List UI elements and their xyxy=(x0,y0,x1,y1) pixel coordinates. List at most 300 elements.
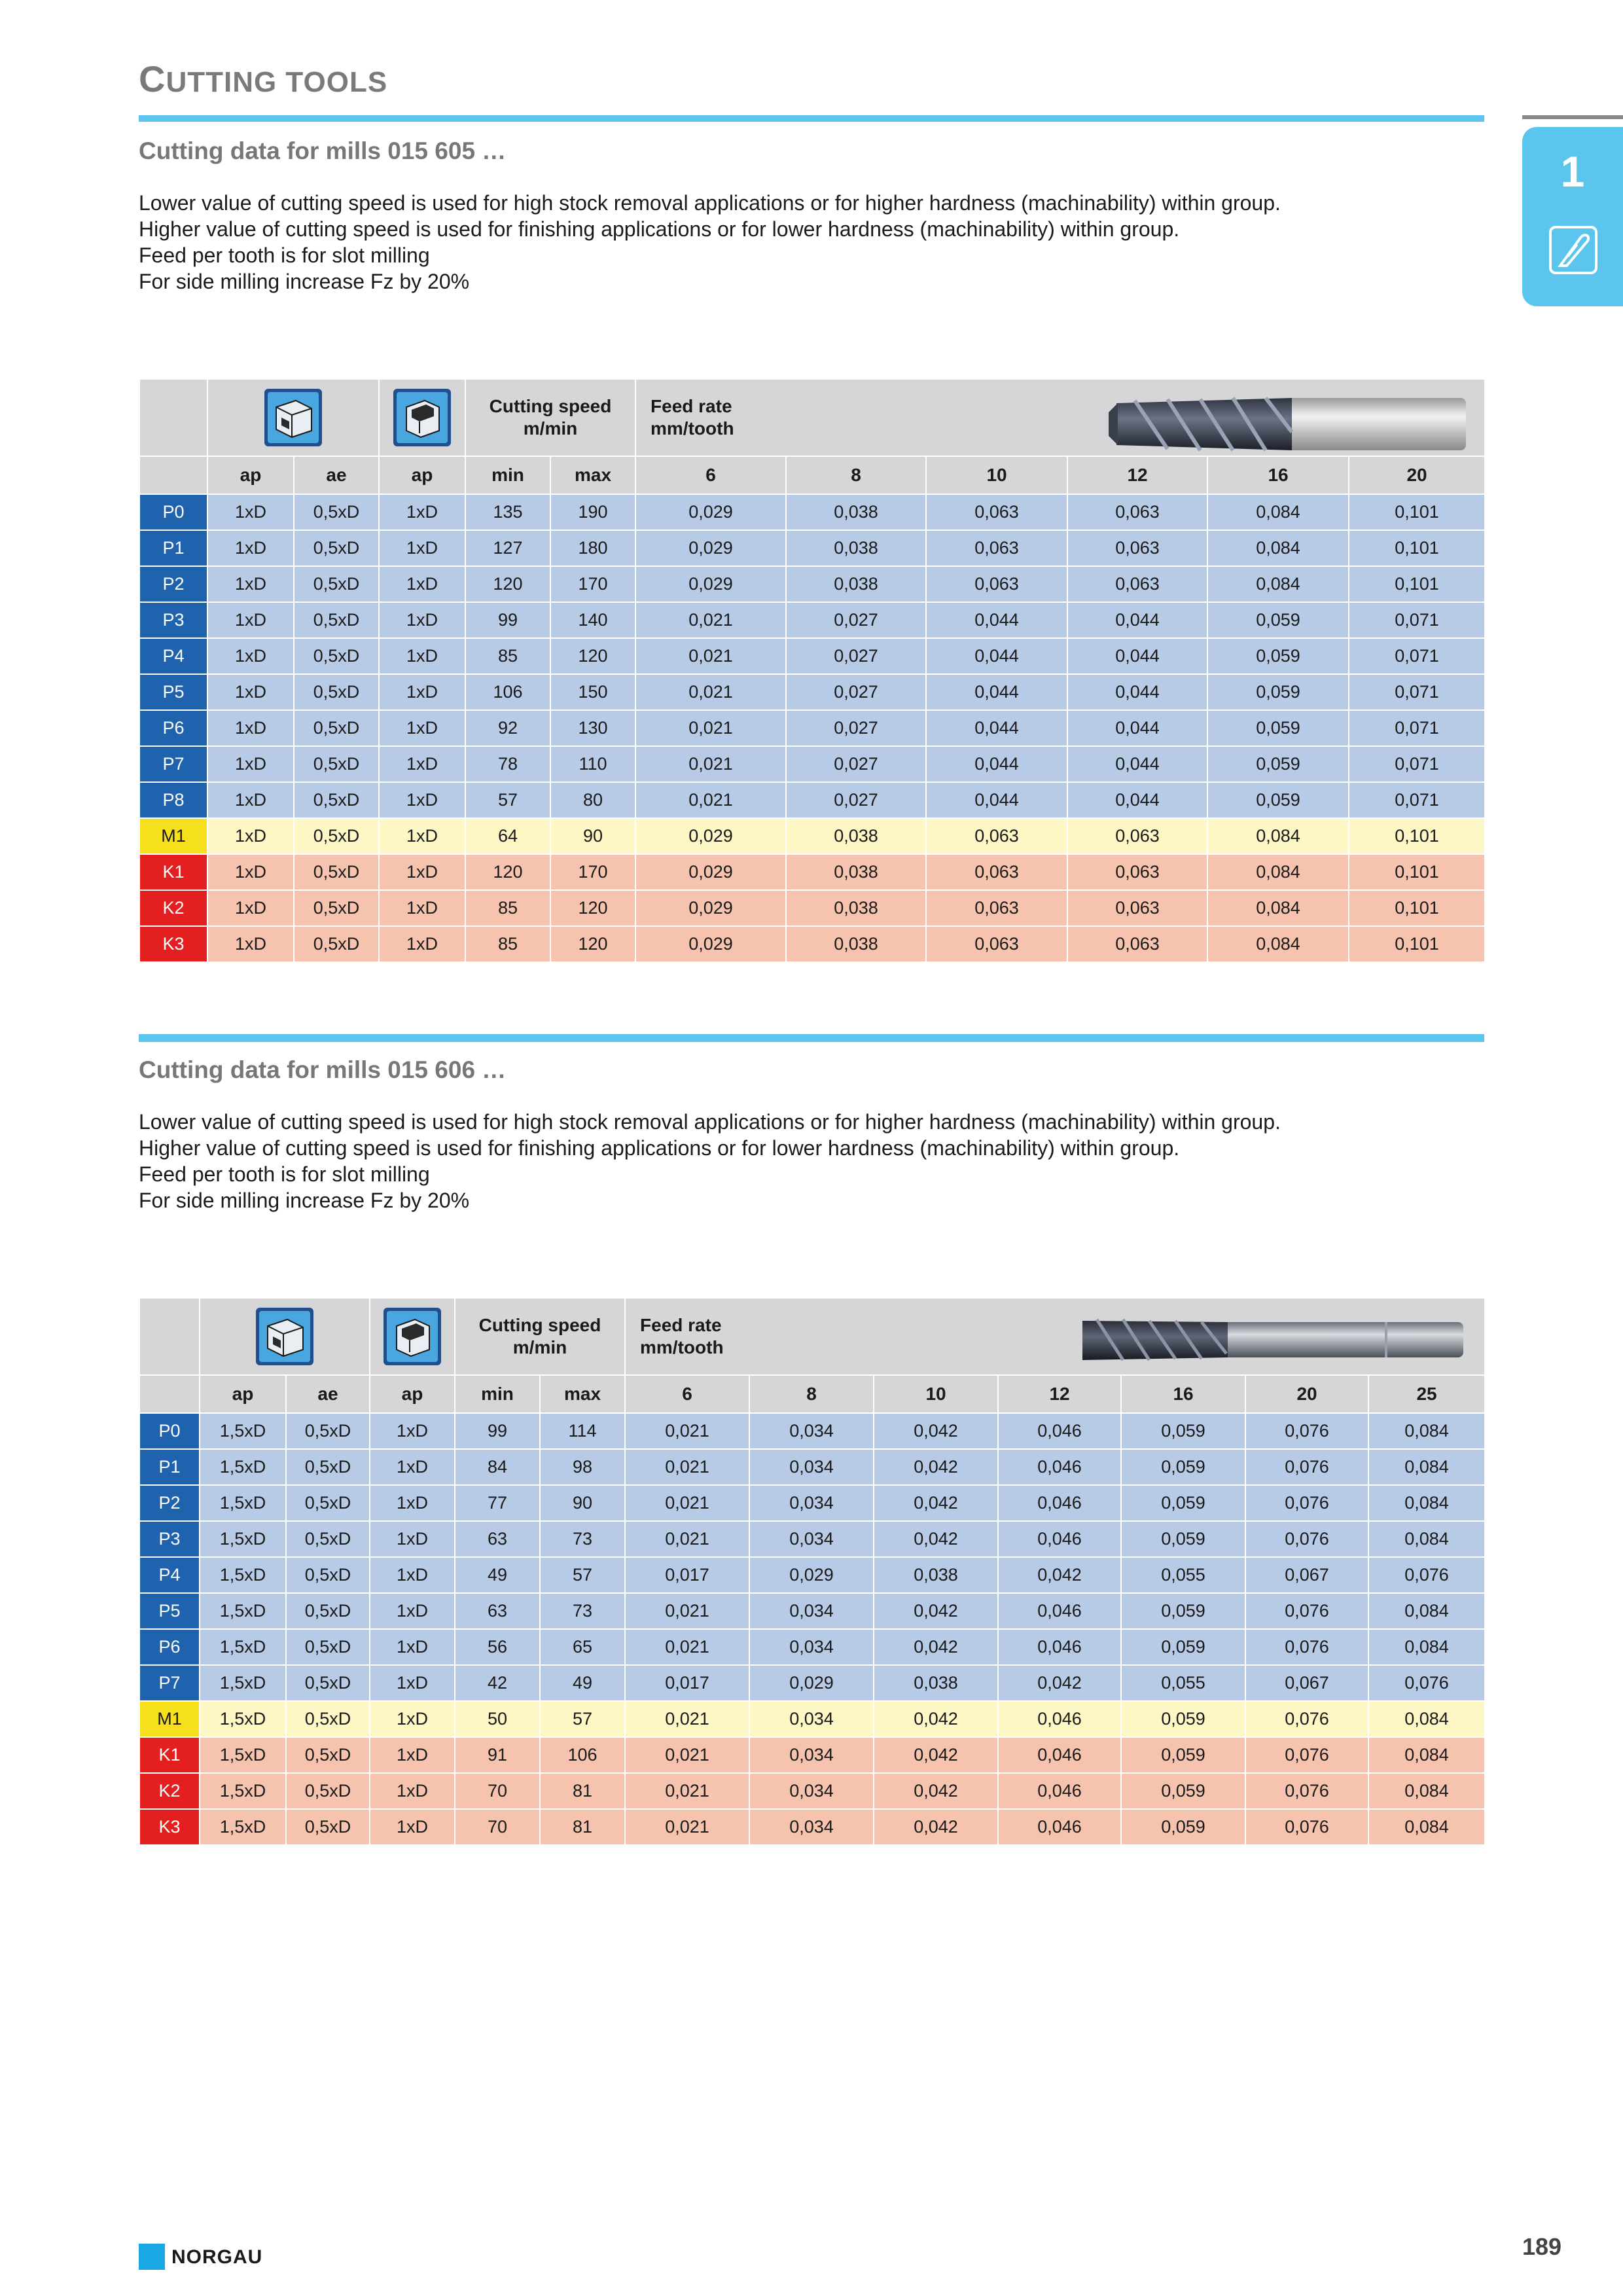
header-slot-icon-cell xyxy=(200,1298,370,1375)
table-cell: 0,5xD xyxy=(294,566,379,602)
material-group-badge: P0 xyxy=(139,494,207,530)
table-row xyxy=(139,1413,1485,1449)
table-cell: 0,071 xyxy=(1349,746,1485,782)
cutting-data-table xyxy=(139,1297,1486,1846)
column-header: 12 xyxy=(998,1375,1121,1413)
table-cell: 0,063 xyxy=(926,926,1067,962)
material-group-badge: P8 xyxy=(139,782,207,818)
section-separator xyxy=(139,1034,1484,1042)
feed-rate-header xyxy=(625,1298,1485,1375)
table-cell: 120 xyxy=(550,890,635,926)
table-cell: 0,044 xyxy=(1067,746,1207,782)
slot-milling-icon xyxy=(263,387,323,448)
table-row xyxy=(139,746,1485,782)
table-cell: 70 xyxy=(455,1809,540,1845)
table-cell: 0,042 xyxy=(874,1449,998,1485)
section-title: Cutting data for mills 015 605 … xyxy=(139,137,507,164)
table-cell: 180 xyxy=(550,530,635,566)
table-cell: 0,021 xyxy=(625,1737,749,1773)
material-group-badge: K2 xyxy=(139,890,207,926)
table-cell: 0,044 xyxy=(926,782,1067,818)
table-row xyxy=(139,1521,1485,1557)
table-cell: 91 xyxy=(455,1737,540,1773)
description-line: Higher value of cutting speed is used for finishing applications or for lower hardness (machinability) within group. xyxy=(139,217,1180,241)
table-cell: 0,5xD xyxy=(294,638,379,674)
table-cell: 0,044 xyxy=(1067,674,1207,710)
table-cell: 0,034 xyxy=(749,1593,874,1629)
material-group-badge: P0 xyxy=(139,1413,200,1449)
table-cell: 0,042 xyxy=(874,1773,998,1809)
table-cell: 0,063 xyxy=(1067,818,1207,854)
table-cell: 0,059 xyxy=(1121,1773,1245,1809)
table-cell: 80 xyxy=(550,782,635,818)
material-group-badge: K1 xyxy=(139,854,207,890)
table-cell: 170 xyxy=(550,566,635,602)
table-cell: 0,059 xyxy=(1121,1413,1245,1449)
table-cell: 0,5xD xyxy=(286,1449,370,1485)
table-cell: 0,046 xyxy=(998,1629,1121,1665)
description-line: Feed per tooth is for slot milling xyxy=(139,1162,430,1186)
table-cell: 0,076 xyxy=(1245,1413,1368,1449)
table-cell: 0,038 xyxy=(874,1665,998,1701)
table-cell: 127 xyxy=(465,530,550,566)
table-cell: 1xD xyxy=(207,638,294,674)
table-cell: 73 xyxy=(540,1521,625,1557)
table-cell: 130 xyxy=(550,710,635,746)
table-cell: 0,059 xyxy=(1207,638,1349,674)
table-cell: 0,084 xyxy=(1368,1521,1485,1557)
material-group-badge: P2 xyxy=(139,566,207,602)
column-header: 6 xyxy=(625,1375,749,1413)
table-cell: 0,038 xyxy=(786,494,926,530)
material-group-badge: M1 xyxy=(139,818,207,854)
table-cell: 0,084 xyxy=(1368,1809,1485,1845)
table-cell: 57 xyxy=(465,782,550,818)
table-cell: 0,5xD xyxy=(286,1665,370,1701)
column-header: 12 xyxy=(1067,456,1207,494)
table-cell: 0,5xD xyxy=(286,1413,370,1449)
description-line: Feed per tooth is for slot milling xyxy=(139,243,430,267)
table-cell: 120 xyxy=(465,566,550,602)
cutting-speed-label: Cutting speed xyxy=(489,396,612,416)
table-cell: 0,059 xyxy=(1121,1737,1245,1773)
table-cell: 1xD xyxy=(207,710,294,746)
table-cell: 0,076 xyxy=(1245,1593,1368,1629)
table-cell: 49 xyxy=(455,1557,540,1593)
table-cell: 0,059 xyxy=(1207,782,1349,818)
table-cell: 1xD xyxy=(370,1521,455,1557)
table-cell: 0,029 xyxy=(635,530,786,566)
description-line: Higher value of cutting speed is used for finishing applications or for lower hardness (machinability) within group. xyxy=(139,1136,1180,1160)
table-cell: 0,076 xyxy=(1245,1485,1368,1521)
table-cell: 1xD xyxy=(207,782,294,818)
table-cell: 1xD xyxy=(207,818,294,854)
column-header: ap xyxy=(370,1375,455,1413)
table-cell: 0,038 xyxy=(786,890,926,926)
table-cell: 1xD xyxy=(379,818,465,854)
table-cell: 0,044 xyxy=(926,638,1067,674)
table-cell: 0,5xD xyxy=(286,1629,370,1665)
table-cell: 0,042 xyxy=(874,1593,998,1629)
table-cell: 120 xyxy=(550,926,635,962)
table-cell: 85 xyxy=(465,890,550,926)
material-group-badge: P5 xyxy=(139,674,207,710)
end-mill-image xyxy=(1109,393,1475,453)
table-cell: 0,059 xyxy=(1121,1701,1245,1737)
table-cell: 1,5xD xyxy=(200,1629,286,1665)
table-cell: 1xD xyxy=(379,926,465,962)
table-cell: 0,027 xyxy=(786,746,926,782)
table-cell: 0,042 xyxy=(874,1737,998,1773)
table-cell: 0,021 xyxy=(625,1773,749,1809)
table-cell: 106 xyxy=(540,1737,625,1773)
table-cell: 1xD xyxy=(370,1557,455,1593)
table-cell: 63 xyxy=(455,1521,540,1557)
column-header: 6 xyxy=(635,456,786,494)
table-cell: 0,034 xyxy=(749,1773,874,1809)
table-cell: 106 xyxy=(465,674,550,710)
section-title: Cutting data for mills 015 606 … xyxy=(139,1056,507,1083)
table-cell: 0,059 xyxy=(1121,1449,1245,1485)
table-cell: 99 xyxy=(455,1413,540,1449)
material-group-badge: P3 xyxy=(139,1521,200,1557)
material-group-badge: P1 xyxy=(139,530,207,566)
table-cell: 0,076 xyxy=(1368,1665,1485,1701)
table-cell: 0,046 xyxy=(998,1593,1121,1629)
table-cell: 0,046 xyxy=(998,1449,1121,1485)
column-header: min xyxy=(455,1375,540,1413)
end-mill-image xyxy=(1077,1313,1470,1365)
table-cell: 70 xyxy=(455,1773,540,1809)
table-cell: 56 xyxy=(455,1629,540,1665)
feed-rate-header xyxy=(635,379,1485,456)
table-cell: 120 xyxy=(550,638,635,674)
chapter-tab-line xyxy=(1522,115,1623,119)
table-row xyxy=(139,710,1485,746)
table-cell: 0,067 xyxy=(1245,1557,1368,1593)
table-cell: 90 xyxy=(540,1485,625,1521)
table-cell: 0,084 xyxy=(1207,926,1349,962)
table-cell: 78 xyxy=(465,746,550,782)
table-cell: 1xD xyxy=(379,782,465,818)
chapter-tab[interactable] xyxy=(1522,127,1623,306)
material-group-badge: P7 xyxy=(139,1665,200,1701)
table-cell: 0,038 xyxy=(786,926,926,962)
table-cell: 0,5xD xyxy=(286,1701,370,1737)
table-cell: 0,059 xyxy=(1207,674,1349,710)
column-header: 25 xyxy=(1368,1375,1485,1413)
table-row xyxy=(139,602,1485,638)
table-cell: 0,046 xyxy=(998,1521,1121,1557)
end-mill-icon xyxy=(1548,225,1598,275)
column-header: ap xyxy=(207,456,294,494)
table-cell: 0,042 xyxy=(874,1809,998,1845)
table-row xyxy=(139,566,1485,602)
table-cell: 120 xyxy=(465,854,550,890)
column-header: ap xyxy=(200,1375,286,1413)
table-cell: 110 xyxy=(550,746,635,782)
section-description xyxy=(139,1109,1484,1213)
table-cell: 0,042 xyxy=(874,1521,998,1557)
material-group-badge: K1 xyxy=(139,1737,200,1773)
table-cell: 0,029 xyxy=(635,926,786,962)
table-cell: 1xD xyxy=(370,1485,455,1521)
table-cell: 0,063 xyxy=(926,494,1067,530)
table-cell: 0,084 xyxy=(1207,854,1349,890)
table-cell: 0,059 xyxy=(1207,602,1349,638)
table-cell: 0,5xD xyxy=(286,1557,370,1593)
table-cell: 0,038 xyxy=(874,1557,998,1593)
table-cell: 1,5xD xyxy=(200,1557,286,1593)
table-cell: 0,084 xyxy=(1368,1593,1485,1629)
table-cell: 0,059 xyxy=(1121,1593,1245,1629)
table-cell: 0,055 xyxy=(1121,1557,1245,1593)
table-cell: 0,5xD xyxy=(294,782,379,818)
column-header: 8 xyxy=(786,456,926,494)
table-cell: 1xD xyxy=(370,1737,455,1773)
table-cell: 81 xyxy=(540,1773,625,1809)
table-cell: 49 xyxy=(540,1665,625,1701)
table-cell: 0,021 xyxy=(635,746,786,782)
table-cell: 0,044 xyxy=(926,746,1067,782)
table-cell: 64 xyxy=(465,818,550,854)
table-cell: 0,5xD xyxy=(294,890,379,926)
table-cell: 1,5xD xyxy=(200,1737,286,1773)
table-cell: 0,038 xyxy=(786,854,926,890)
table-cell: 0,059 xyxy=(1121,1809,1245,1845)
table-row xyxy=(139,782,1485,818)
material-group-badge: K2 xyxy=(139,1773,200,1809)
table-cell: 170 xyxy=(550,854,635,890)
table-cell: 135 xyxy=(465,494,550,530)
table-cell: 0,038 xyxy=(786,530,926,566)
header-slot-icon-cell xyxy=(207,379,379,456)
table-cell: 1,5xD xyxy=(200,1521,286,1557)
material-group-badge: P5 xyxy=(139,1593,200,1629)
table-cell: 0,044 xyxy=(926,710,1067,746)
column-header: ap xyxy=(379,456,465,494)
column-header-blank xyxy=(139,1375,200,1413)
column-header: 10 xyxy=(926,456,1067,494)
table-cell: 0,084 xyxy=(1207,890,1349,926)
table-cell: 0,046 xyxy=(998,1737,1121,1773)
table-cell: 0,038 xyxy=(786,818,926,854)
table-cell: 0,046 xyxy=(998,1701,1121,1737)
table-row xyxy=(139,890,1485,926)
column-header: max xyxy=(540,1375,625,1413)
table-row xyxy=(139,674,1485,710)
table-cell: 0,044 xyxy=(926,602,1067,638)
brand-name: NORGAU xyxy=(171,2246,263,2268)
table-cell: 0,5xD xyxy=(286,1593,370,1629)
table-cell: 1xD xyxy=(370,1665,455,1701)
table-cell: 1,5xD xyxy=(200,1701,286,1737)
table-cell: 1xD xyxy=(207,674,294,710)
table-cell: 0,044 xyxy=(1067,782,1207,818)
table-cell: 0,059 xyxy=(1121,1629,1245,1665)
table-cell: 0,042 xyxy=(874,1629,998,1665)
table-cell: 85 xyxy=(465,926,550,962)
table-row xyxy=(139,1809,1485,1845)
table-cell: 0,034 xyxy=(749,1809,874,1845)
table-cell: 1xD xyxy=(379,746,465,782)
table-cell: 0,071 xyxy=(1349,638,1485,674)
table-cell: 0,5xD xyxy=(286,1485,370,1521)
material-group-badge: P2 xyxy=(139,1485,200,1521)
table-cell: 0,076 xyxy=(1245,1449,1368,1485)
table-cell: 0,027 xyxy=(786,638,926,674)
table-cell: 0,034 xyxy=(749,1521,874,1557)
table-cell: 0,084 xyxy=(1207,494,1349,530)
table-cell: 0,063 xyxy=(926,854,1067,890)
column-header: 10 xyxy=(874,1375,998,1413)
column-header-row xyxy=(139,456,1485,494)
table-cell: 0,029 xyxy=(635,854,786,890)
column-header: 8 xyxy=(749,1375,874,1413)
table-cell: 0,042 xyxy=(874,1413,998,1449)
column-header: 20 xyxy=(1349,456,1485,494)
table-row xyxy=(139,530,1485,566)
table-cell: 0,101 xyxy=(1349,818,1485,854)
table-cell: 0,021 xyxy=(625,1701,749,1737)
table-cell: 0,021 xyxy=(625,1521,749,1557)
table-cell: 1xD xyxy=(207,746,294,782)
material-group-badge: K3 xyxy=(139,1809,200,1845)
table-cell: 1xD xyxy=(379,638,465,674)
column-header-row xyxy=(139,1375,1485,1413)
table-cell: 1xD xyxy=(207,530,294,566)
table-cell: 57 xyxy=(540,1557,625,1593)
table-cell: 0,034 xyxy=(749,1485,874,1521)
column-header-blank xyxy=(139,456,207,494)
table-cell: 0,042 xyxy=(874,1485,998,1521)
table-cell: 0,034 xyxy=(749,1413,874,1449)
table-cell: 0,021 xyxy=(625,1449,749,1485)
table-cell: 0,084 xyxy=(1368,1737,1485,1773)
column-header: min xyxy=(465,456,550,494)
material-group-badge: P4 xyxy=(139,638,207,674)
table-cell: 73 xyxy=(540,1593,625,1629)
table-cell: 0,084 xyxy=(1368,1629,1485,1665)
material-group-badge: P4 xyxy=(139,1557,200,1593)
table-cell: 0,071 xyxy=(1349,782,1485,818)
table-cell: 0,063 xyxy=(1067,494,1207,530)
table-cell: 0,5xD xyxy=(286,1737,370,1773)
table-cell: 0,027 xyxy=(786,710,926,746)
table-cell: 81 xyxy=(540,1809,625,1845)
cutting-speed-header xyxy=(455,1298,625,1375)
table-cell: 1xD xyxy=(379,494,465,530)
section-015-605 xyxy=(139,137,1484,295)
feed-rate-unit: mm/tooth xyxy=(640,1337,724,1357)
cutting-speed-label: Cutting speed xyxy=(478,1315,601,1335)
table-cell: 1xD xyxy=(379,566,465,602)
description-line: For side milling increase Fz by 20% xyxy=(139,270,470,293)
table-cell: 0,021 xyxy=(625,1629,749,1665)
table-cell: 0,027 xyxy=(786,782,926,818)
table-cell: 99 xyxy=(465,602,550,638)
table-cell: 0,029 xyxy=(749,1665,874,1701)
table-row xyxy=(139,1665,1485,1701)
table-cell: 1xD xyxy=(370,1629,455,1665)
table-cell: 0,021 xyxy=(625,1413,749,1449)
material-group-badge: P6 xyxy=(139,710,207,746)
table-cell: 0,059 xyxy=(1207,710,1349,746)
table-cell: 0,084 xyxy=(1368,1773,1485,1809)
table-cell: 1xD xyxy=(379,890,465,926)
table-cell: 0,021 xyxy=(625,1809,749,1845)
table-cell: 0,042 xyxy=(874,1701,998,1737)
table-cell: 98 xyxy=(540,1449,625,1485)
table-cell: 1,5xD xyxy=(200,1449,286,1485)
table-cell: 0,084 xyxy=(1368,1485,1485,1521)
table-cell: 190 xyxy=(550,494,635,530)
table-cell: 63 xyxy=(455,1593,540,1629)
table-cell: 0,084 xyxy=(1368,1413,1485,1449)
table-cell: 0,042 xyxy=(998,1665,1121,1701)
table-row xyxy=(139,1701,1485,1737)
table-cell: 0,017 xyxy=(625,1665,749,1701)
table-cell: 0,034 xyxy=(749,1737,874,1773)
table-cell: 0,027 xyxy=(786,674,926,710)
table-row xyxy=(139,1737,1485,1773)
table-cell: 0,067 xyxy=(1245,1665,1368,1701)
table-cell: 0,063 xyxy=(1067,890,1207,926)
table-cell: 0,071 xyxy=(1349,674,1485,710)
table-cell: 1xD xyxy=(370,1413,455,1449)
table-cell: 0,101 xyxy=(1349,494,1485,530)
section-015-606 xyxy=(139,1056,1484,1213)
table-cell: 0,101 xyxy=(1349,566,1485,602)
title-rule xyxy=(139,115,1484,122)
table-row xyxy=(139,1485,1485,1521)
table-row xyxy=(139,1449,1485,1485)
table-cell: 50 xyxy=(455,1701,540,1737)
table-cell: 0,046 xyxy=(998,1413,1121,1449)
table-row xyxy=(139,494,1485,530)
feed-rate-unit: mm/tooth xyxy=(651,418,734,439)
table-cell: 0,076 xyxy=(1245,1701,1368,1737)
description-line: Lower value of cutting speed is used for high stock removal applications or for higher hardness (machinability) within group. xyxy=(139,1110,1281,1134)
table-cell: 0,076 xyxy=(1368,1557,1485,1593)
table-cell: 0,044 xyxy=(1067,710,1207,746)
table-cell: 0,021 xyxy=(635,638,786,674)
column-header: ae xyxy=(286,1375,370,1413)
table-cell: 1xD xyxy=(379,530,465,566)
table-cell: 0,063 xyxy=(926,530,1067,566)
description-line: Lower value of cutting speed is used for high stock removal applications or for higher hardness (machinability) within group. xyxy=(139,191,1281,215)
table-cell: 0,034 xyxy=(749,1629,874,1665)
table-cell: 0,059 xyxy=(1121,1485,1245,1521)
table-cell: 0,5xD xyxy=(294,602,379,638)
table-cell: 0,5xD xyxy=(294,710,379,746)
table-cell: 0,5xD xyxy=(294,494,379,530)
table-cell: 0,055 xyxy=(1121,1665,1245,1701)
table-cell: 150 xyxy=(550,674,635,710)
cutting-speed-unit: m/min xyxy=(512,1337,567,1357)
table-cell: 0,029 xyxy=(635,494,786,530)
table-cell: 0,071 xyxy=(1349,602,1485,638)
table-cell: 0,063 xyxy=(1067,926,1207,962)
table-row xyxy=(139,1557,1485,1593)
table-cell: 0,034 xyxy=(749,1701,874,1737)
table-cell: 42 xyxy=(455,1665,540,1701)
table-cell: 0,5xD xyxy=(294,530,379,566)
table-cell: 57 xyxy=(540,1701,625,1737)
material-group-badge: P1 xyxy=(139,1449,200,1485)
table-cell: 114 xyxy=(540,1413,625,1449)
slot-milling-icon xyxy=(255,1306,315,1367)
